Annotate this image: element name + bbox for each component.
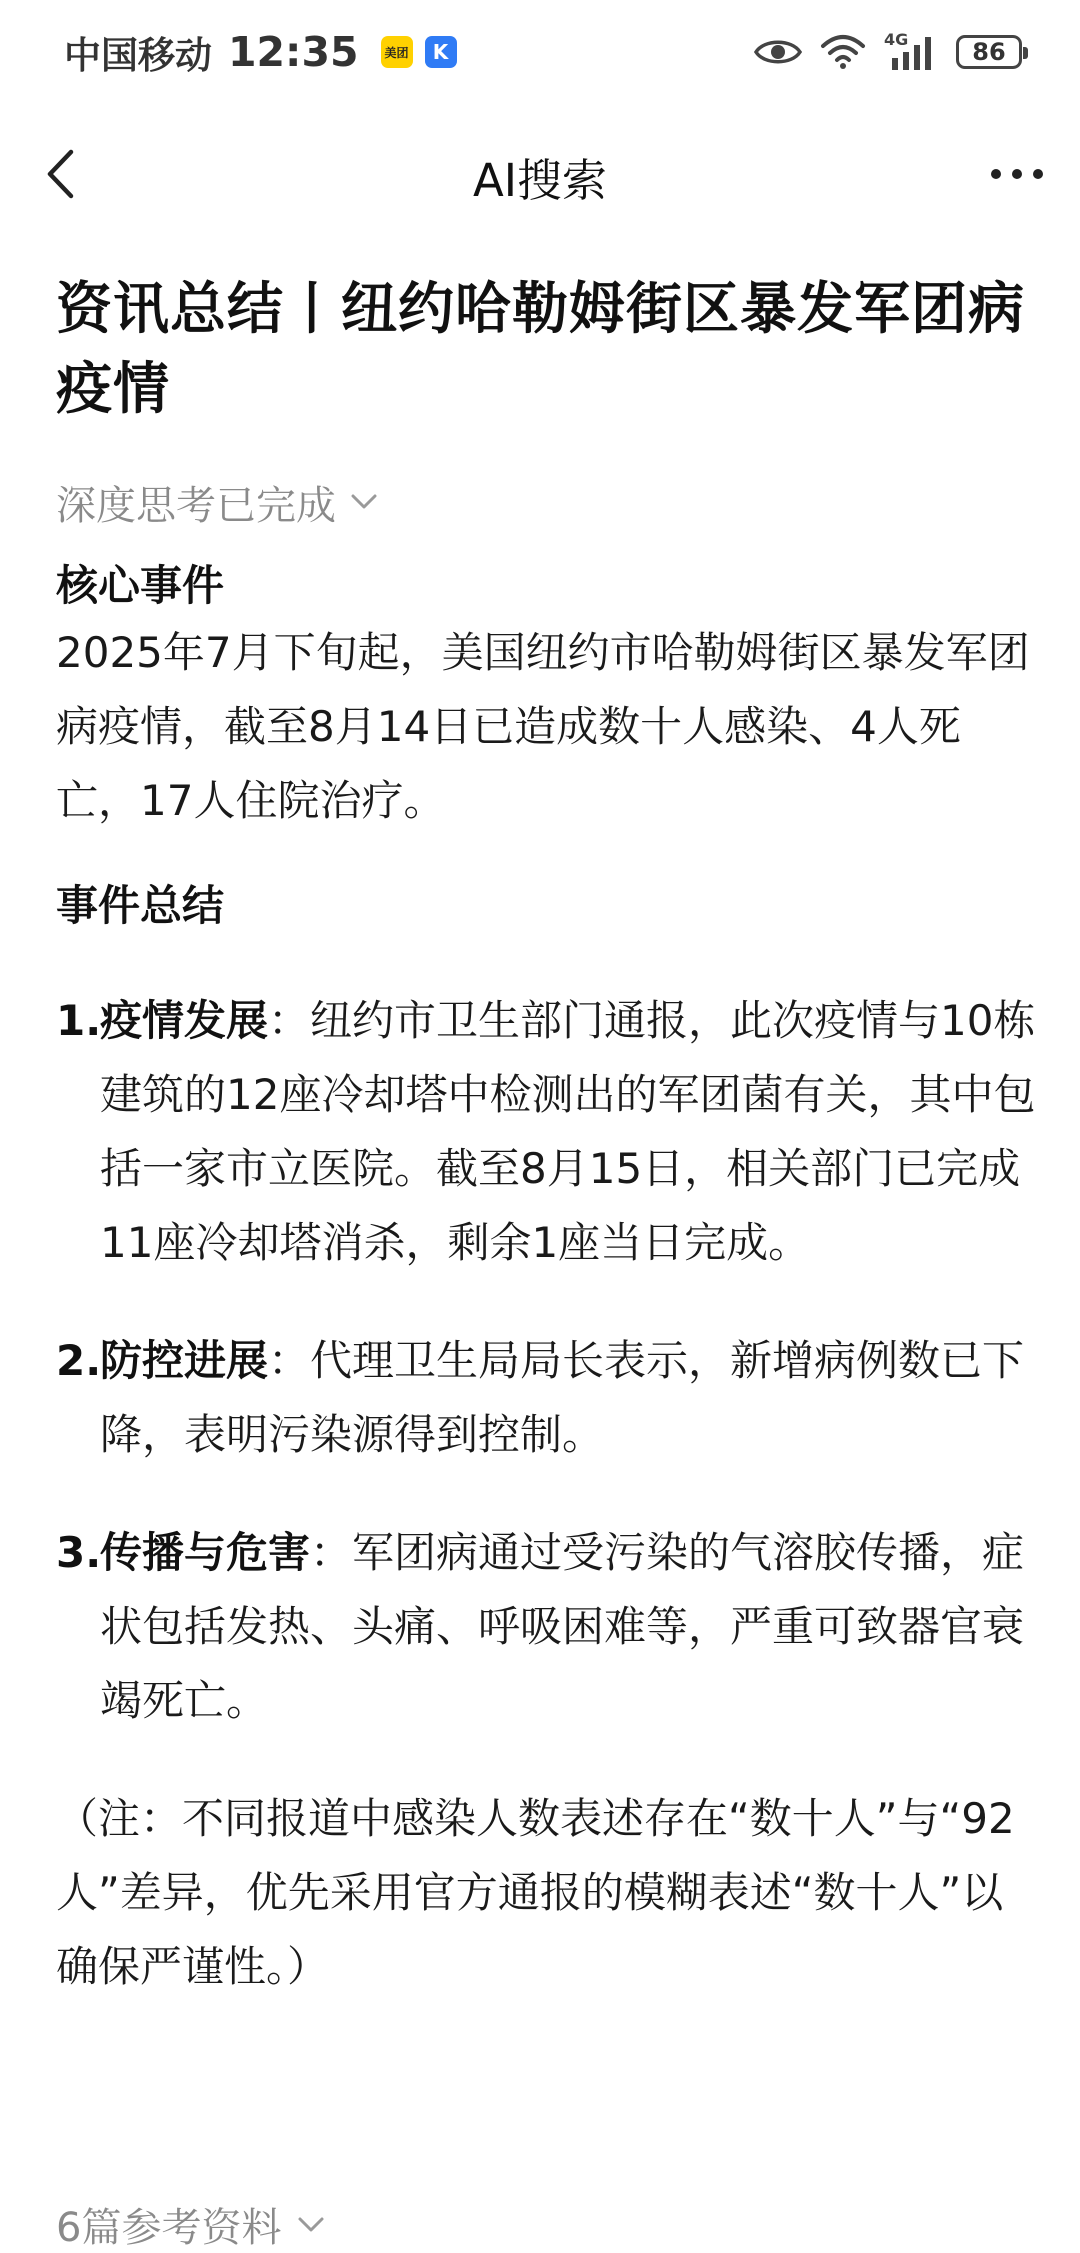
list-item-text: ：代理卫生局局长表示，新增病例数已下降，表明污染源得到控制。 (100, 1336, 1025, 1459)
more-dots-icon (989, 167, 1045, 181)
eye-comfort-icon (754, 37, 802, 67)
nav-bar (0, 104, 1080, 244)
battery-icon (956, 35, 1022, 69)
list-item-number: 1. (56, 996, 102, 1045)
core-event-heading: 核心事件 (56, 561, 225, 610)
carrier-name: 中国移动 (64, 34, 212, 77)
references-label: 6篇参考资料 (56, 2205, 282, 2251)
chevron-down-icon (350, 493, 378, 511)
status-bar-left (64, 24, 457, 80)
summary-list (56, 984, 1036, 1738)
more-options-button[interactable] (982, 144, 1052, 204)
meituan-notification-icon: 美团 (381, 36, 413, 68)
references-toggle[interactable] (56, 2196, 325, 2253)
note-text: （注：不同报道中感染人数表述存在“数十人”与“92人”差异，优先采用官方通报的模糊表述“数十人”以确保严谨性。） (56, 1794, 1015, 1991)
core-event-text: 2025年7月下旬起，美国纽约市哈勒姆街区暴发军团病疫情，截至8月14日已造成数十人感染、4人死亡，17人住院治疗。 (56, 628, 1030, 825)
k-app-notification-icon: K (425, 36, 457, 68)
article-title: 资讯总结丨纽约哈勒姆街区暴发军团病疫情 (56, 277, 1025, 422)
deep-thinking-label: 深度思考已完成 (56, 482, 336, 529)
wifi-icon (820, 34, 866, 70)
battery-level: 86 (972, 38, 1006, 66)
status-time: 12:35 (228, 28, 359, 76)
deep-thinking-toggle[interactable] (56, 472, 1036, 532)
list-item-title: 疫情发展 (100, 996, 269, 1045)
list-item-text: ：军团病通过受污染的气溶胶传播，症状包括发热、头痛、呼吸困难等，严重可致器官衰竭死亡。 (100, 1528, 1025, 1725)
article-content (56, 270, 1036, 2004)
chevron-down-icon (297, 2216, 325, 2234)
list-item (56, 984, 1036, 1280)
list-item-number: 2. (56, 1336, 102, 1385)
network-type-label: 4G (884, 30, 909, 49)
cellular-signal-icon (884, 32, 938, 72)
list-item (56, 1516, 1036, 1738)
list-item-number: 3. (56, 1528, 102, 1577)
list-item (56, 1324, 1036, 1472)
list-item-text: ：纽约市卫生部门通报，此次疫情与10栋建筑的12座冷却塔中检测出的军团菌有关，其中包括一家市立医院。截至8月15日，相关部门已完成11座冷却塔消杀，剩余1座当日完成。 (100, 996, 1036, 1267)
status-bar (0, 0, 1080, 104)
event-summary-heading: 事件总结 (56, 881, 225, 930)
page-title: AI搜索 (472, 154, 608, 207)
list-item-title: 传播与危害 (100, 1528, 311, 1577)
list-item-title: 防控进展 (100, 1336, 269, 1385)
status-bar-right (754, 26, 1022, 78)
